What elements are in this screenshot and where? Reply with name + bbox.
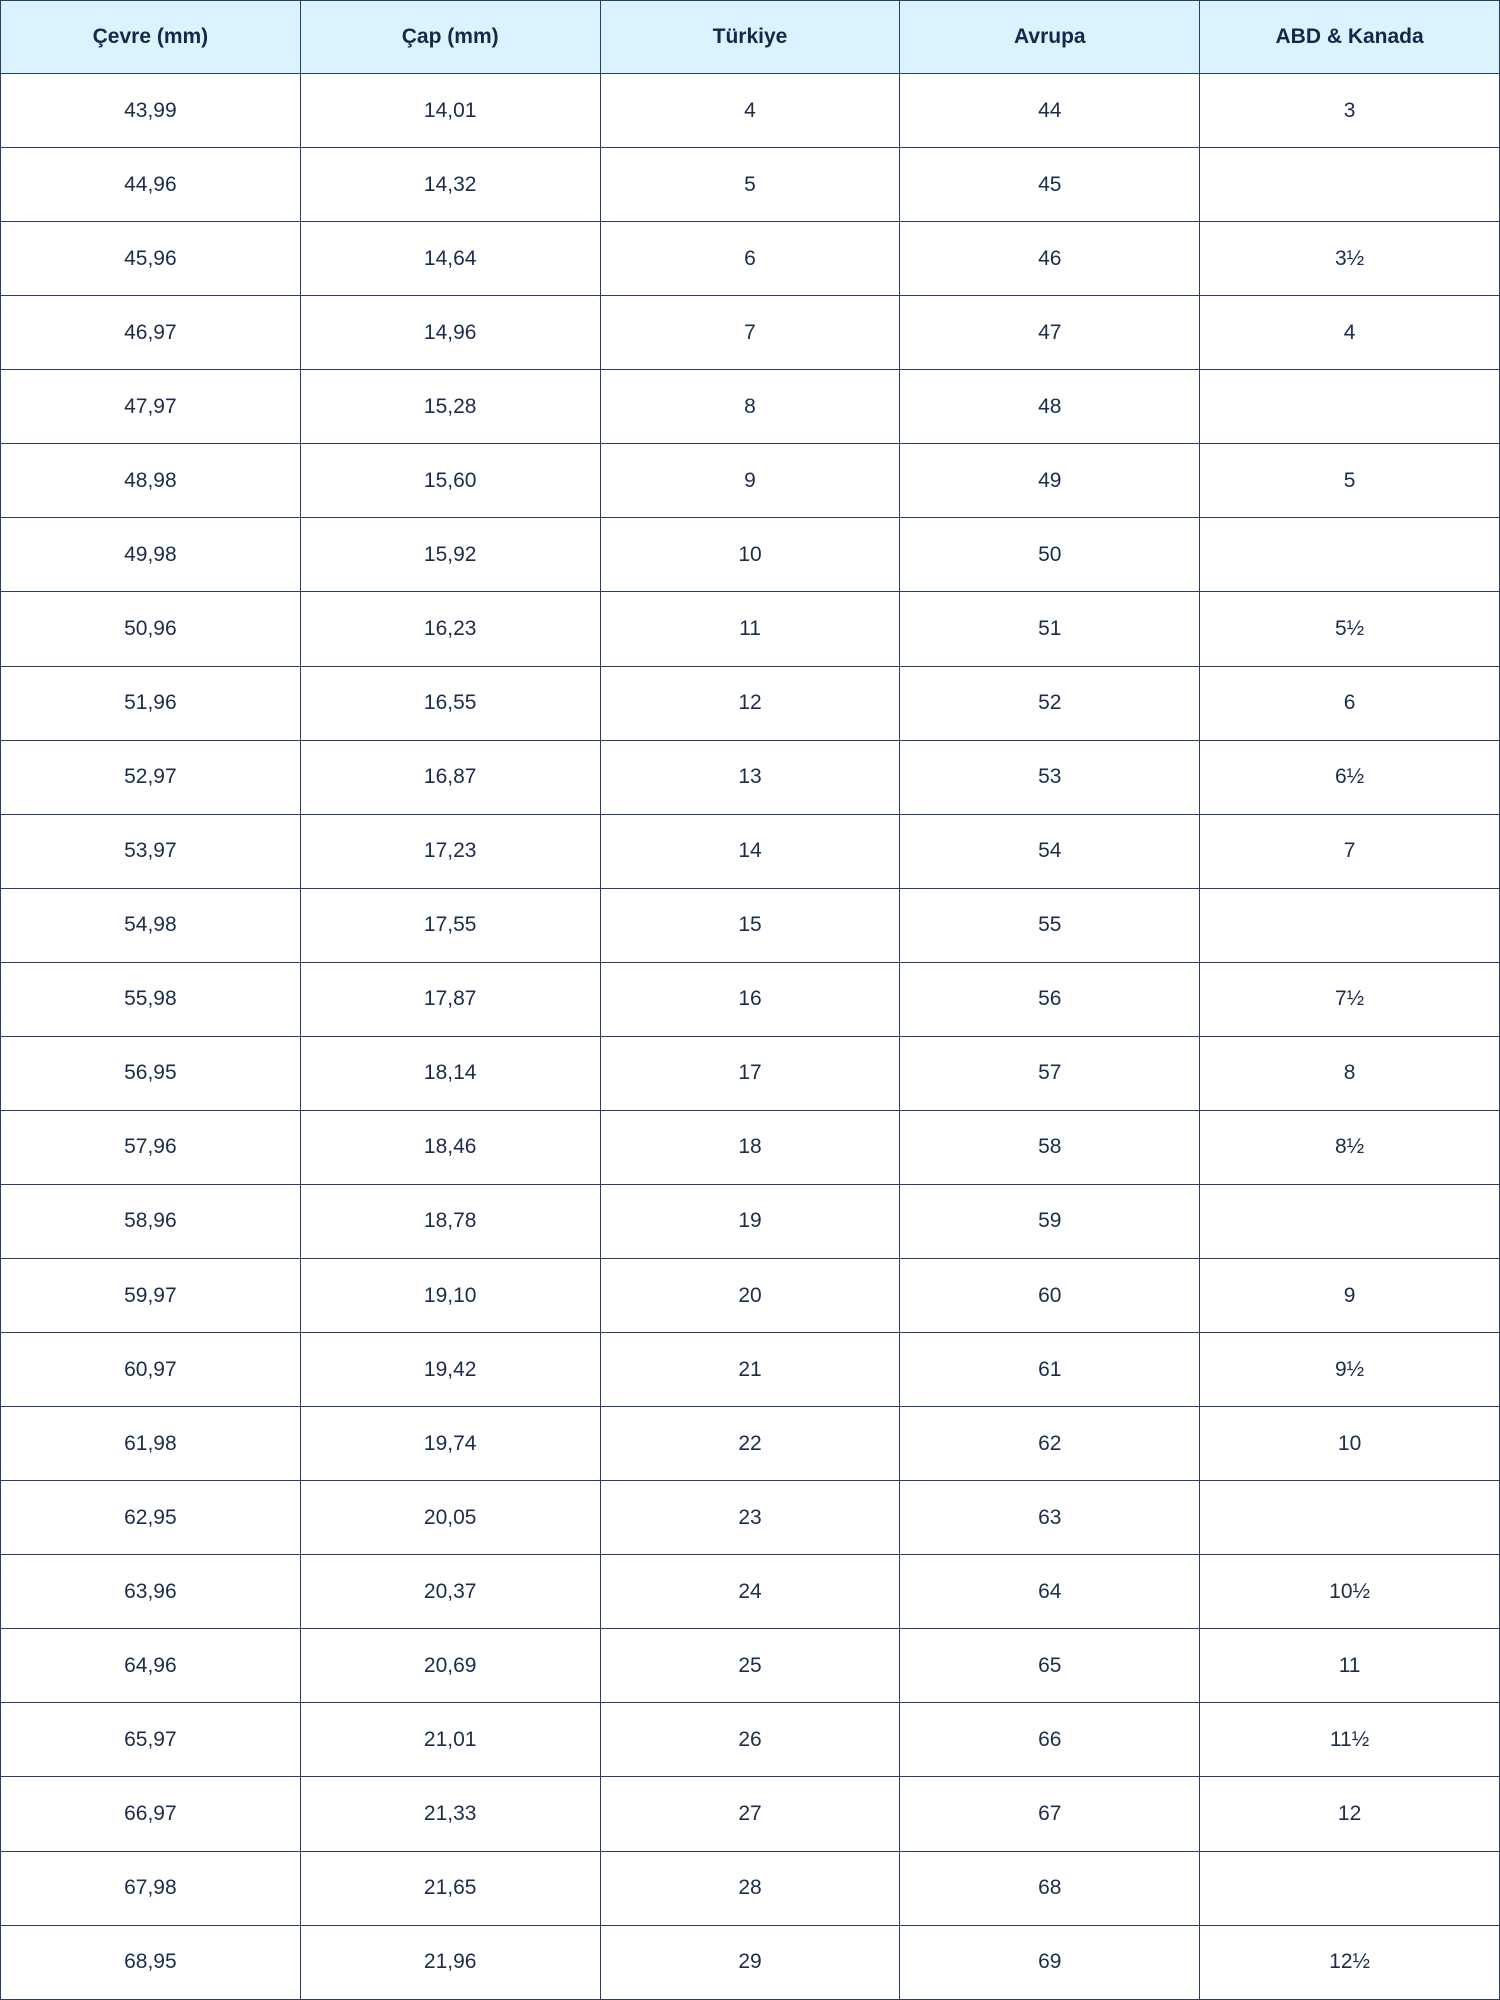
table-row	[1, 740, 1500, 814]
cell-turkey: 22	[600, 1407, 900, 1481]
cell-diameter: 19,10	[300, 1259, 600, 1333]
cell-usa-canada: 7½	[1200, 962, 1500, 1036]
cell-circumference: 45,96	[1, 222, 301, 296]
cell-europe: 57	[900, 1036, 1200, 1110]
header-usa-canada: ABD & Kanada	[1200, 1, 1500, 74]
cell-turkey: 21	[600, 1333, 900, 1407]
header-diameter: Çap (mm)	[300, 1, 600, 74]
cell-usa-canada: 10	[1200, 1407, 1500, 1481]
cell-diameter: 19,42	[300, 1333, 600, 1407]
table-row	[1, 1629, 1500, 1703]
cell-diameter: 18,14	[300, 1036, 600, 1110]
table-row	[1, 962, 1500, 1036]
cell-turkey: 15	[600, 888, 900, 962]
cell-diameter: 14,01	[300, 74, 600, 148]
table-row	[1, 1481, 1500, 1555]
table-row	[1, 1110, 1500, 1184]
cell-europe: 55	[900, 888, 1200, 962]
cell-circumference: 68,95	[1, 1925, 301, 1999]
cell-diameter: 21,65	[300, 1851, 600, 1925]
cell-usa-canada: 12	[1200, 1777, 1500, 1851]
cell-turkey: 8	[600, 370, 900, 444]
cell-diameter: 20,69	[300, 1629, 600, 1703]
cell-diameter: 21,96	[300, 1925, 600, 1999]
cell-circumference: 52,97	[1, 740, 301, 814]
cell-diameter: 18,46	[300, 1110, 600, 1184]
cell-europe: 53	[900, 740, 1200, 814]
table-body	[1, 74, 1500, 2000]
cell-turkey: 19	[600, 1184, 900, 1258]
cell-circumference: 43,99	[1, 74, 301, 148]
cell-circumference: 65,97	[1, 1703, 301, 1777]
cell-turkey: 28	[600, 1851, 900, 1925]
cell-circumference: 49,98	[1, 518, 301, 592]
cell-turkey: 17	[600, 1036, 900, 1110]
cell-europe: 67	[900, 1777, 1200, 1851]
header-circumference: Çevre (mm)	[1, 1, 301, 74]
cell-usa-canada: 3½	[1200, 222, 1500, 296]
cell-europe: 52	[900, 666, 1200, 740]
cell-circumference: 62,95	[1, 1481, 301, 1555]
cell-diameter: 15,28	[300, 370, 600, 444]
cell-diameter: 21,33	[300, 1777, 600, 1851]
cell-turkey: 13	[600, 740, 900, 814]
cell-usa-canada: 8	[1200, 1036, 1500, 1110]
cell-europe: 65	[900, 1629, 1200, 1703]
cell-usa-canada: 10½	[1200, 1555, 1500, 1629]
table-row	[1, 814, 1500, 888]
cell-circumference: 66,97	[1, 1777, 301, 1851]
cell-diameter: 15,60	[300, 444, 600, 518]
table-row	[1, 1259, 1500, 1333]
cell-europe: 44	[900, 74, 1200, 148]
table-row	[1, 1333, 1500, 1407]
table-row	[1, 296, 1500, 370]
cell-diameter: 14,64	[300, 222, 600, 296]
cell-turkey: 25	[600, 1629, 900, 1703]
cell-europe: 51	[900, 592, 1200, 666]
cell-turkey: 11	[600, 592, 900, 666]
cell-usa-canada: 8½	[1200, 1110, 1500, 1184]
cell-usa-canada: 11	[1200, 1629, 1500, 1703]
cell-circumference: 51,96	[1, 666, 301, 740]
cell-turkey: 9	[600, 444, 900, 518]
cell-circumference: 53,97	[1, 814, 301, 888]
cell-diameter: 14,96	[300, 296, 600, 370]
cell-turkey: 6	[600, 222, 900, 296]
cell-turkey: 4	[600, 74, 900, 148]
cell-europe: 49	[900, 444, 1200, 518]
cell-turkey: 18	[600, 1110, 900, 1184]
cell-usa-canada: 12½	[1200, 1925, 1500, 1999]
cell-usa-canada: 3	[1200, 74, 1500, 148]
cell-turkey: 29	[600, 1925, 900, 1999]
cell-turkey: 16	[600, 962, 900, 1036]
cell-europe: 64	[900, 1555, 1200, 1629]
cell-circumference: 55,98	[1, 962, 301, 1036]
cell-turkey: 10	[600, 518, 900, 592]
cell-diameter: 17,23	[300, 814, 600, 888]
table-row	[1, 1777, 1500, 1851]
cell-usa-canada: 5	[1200, 444, 1500, 518]
cell-europe: 46	[900, 222, 1200, 296]
header-turkey: Türkiye	[600, 1, 900, 74]
cell-circumference: 44,96	[1, 148, 301, 222]
header-europe: Avrupa	[900, 1, 1200, 74]
table-row	[1, 1851, 1500, 1925]
cell-europe: 50	[900, 518, 1200, 592]
cell-turkey: 14	[600, 814, 900, 888]
cell-turkey: 20	[600, 1259, 900, 1333]
table-row	[1, 1555, 1500, 1629]
cell-diameter: 15,92	[300, 518, 600, 592]
cell-circumference: 46,97	[1, 296, 301, 370]
cell-europe: 56	[900, 962, 1200, 1036]
cell-europe: 68	[900, 1851, 1200, 1925]
cell-usa-canada	[1200, 518, 1500, 592]
table-row	[1, 592, 1500, 666]
cell-turkey: 12	[600, 666, 900, 740]
cell-diameter: 17,87	[300, 962, 600, 1036]
table-row	[1, 518, 1500, 592]
table-row	[1, 1703, 1500, 1777]
cell-europe: 54	[900, 814, 1200, 888]
cell-diameter: 18,78	[300, 1184, 600, 1258]
table-row	[1, 1184, 1500, 1258]
cell-circumference: 58,96	[1, 1184, 301, 1258]
cell-diameter: 16,55	[300, 666, 600, 740]
header-row	[1, 1, 1500, 74]
cell-europe: 66	[900, 1703, 1200, 1777]
cell-circumference: 57,96	[1, 1110, 301, 1184]
cell-diameter: 14,32	[300, 148, 600, 222]
cell-turkey: 27	[600, 1777, 900, 1851]
cell-circumference: 59,97	[1, 1259, 301, 1333]
table-row	[1, 666, 1500, 740]
cell-circumference: 60,97	[1, 1333, 301, 1407]
cell-circumference: 54,98	[1, 888, 301, 962]
cell-diameter: 19,74	[300, 1407, 600, 1481]
cell-usa-canada	[1200, 1184, 1500, 1258]
cell-europe: 59	[900, 1184, 1200, 1258]
cell-diameter: 21,01	[300, 1703, 600, 1777]
cell-diameter: 17,55	[300, 888, 600, 962]
table-row	[1, 1925, 1500, 1999]
table-row	[1, 370, 1500, 444]
cell-circumference: 63,96	[1, 1555, 301, 1629]
cell-usa-canada: 6	[1200, 666, 1500, 740]
cell-europe: 45	[900, 148, 1200, 222]
cell-usa-canada	[1200, 1851, 1500, 1925]
table-header	[1, 1, 1500, 74]
cell-circumference: 48,98	[1, 444, 301, 518]
cell-usa-canada: 9	[1200, 1259, 1500, 1333]
cell-diameter: 16,87	[300, 740, 600, 814]
cell-circumference: 50,96	[1, 592, 301, 666]
table-row	[1, 444, 1500, 518]
cell-circumference: 64,96	[1, 1629, 301, 1703]
cell-turkey: 7	[600, 296, 900, 370]
cell-turkey: 24	[600, 1555, 900, 1629]
cell-usa-canada	[1200, 148, 1500, 222]
table-row	[1, 148, 1500, 222]
cell-circumference: 67,98	[1, 1851, 301, 1925]
cell-turkey: 23	[600, 1481, 900, 1555]
cell-diameter: 20,37	[300, 1555, 600, 1629]
cell-europe: 48	[900, 370, 1200, 444]
table-row	[1, 888, 1500, 962]
table-row	[1, 1036, 1500, 1110]
cell-usa-canada: 9½	[1200, 1333, 1500, 1407]
table-row	[1, 74, 1500, 148]
cell-europe: 69	[900, 1925, 1200, 1999]
cell-usa-canada: 11½	[1200, 1703, 1500, 1777]
cell-usa-canada	[1200, 1481, 1500, 1555]
cell-europe: 60	[900, 1259, 1200, 1333]
cell-usa-canada: 6½	[1200, 740, 1500, 814]
cell-turkey: 26	[600, 1703, 900, 1777]
cell-turkey: 5	[600, 148, 900, 222]
cell-usa-canada: 5½	[1200, 592, 1500, 666]
cell-usa-canada	[1200, 370, 1500, 444]
cell-usa-canada: 4	[1200, 296, 1500, 370]
cell-europe: 62	[900, 1407, 1200, 1481]
cell-europe: 63	[900, 1481, 1200, 1555]
cell-circumference: 47,97	[1, 370, 301, 444]
table-row	[1, 1407, 1500, 1481]
cell-circumference: 56,95	[1, 1036, 301, 1110]
cell-europe: 61	[900, 1333, 1200, 1407]
cell-europe: 47	[900, 296, 1200, 370]
table-row	[1, 222, 1500, 296]
cell-diameter: 20,05	[300, 1481, 600, 1555]
cell-europe: 58	[900, 1110, 1200, 1184]
cell-usa-canada: 7	[1200, 814, 1500, 888]
cell-usa-canada	[1200, 888, 1500, 962]
cell-diameter: 16,23	[300, 592, 600, 666]
cell-circumference: 61,98	[1, 1407, 301, 1481]
